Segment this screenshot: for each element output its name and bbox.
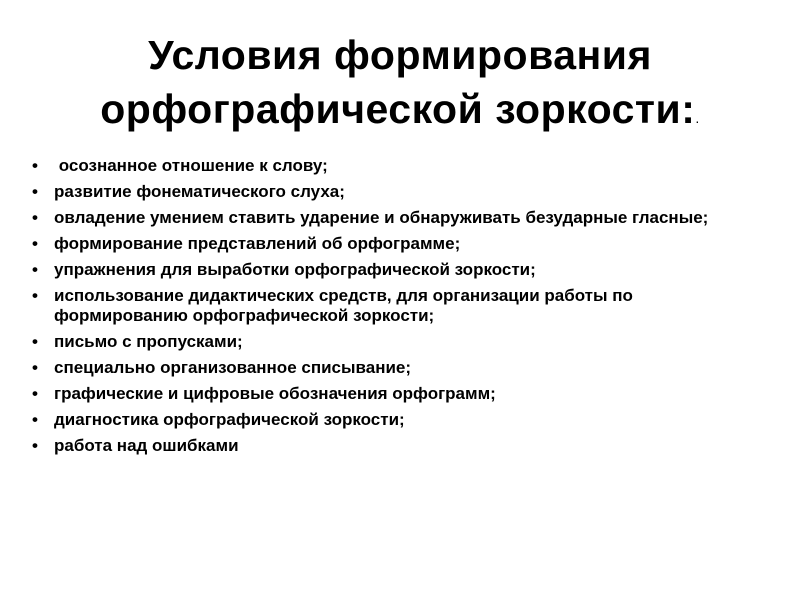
bullet-item (30, 410, 750, 430)
bullet-text: работа над ошибками (54, 436, 239, 455)
bullet-item (30, 384, 750, 404)
title-line-2-text: орфографической зоркости: (100, 86, 696, 132)
bullet-item (30, 156, 750, 176)
slide-title (0, 28, 800, 145)
bullet-item (30, 182, 750, 202)
bullet-icon: • (32, 358, 38, 377)
bullet-icon: • (32, 410, 38, 429)
bullet-text: письмо с пропусками; (54, 332, 243, 351)
bullet-text: овладение умением ставить ударение и обнаруживать безударные гласные; (54, 208, 709, 227)
bullet-icon: • (32, 436, 38, 455)
bullet-text: диагностика орфографической зоркости; (54, 410, 405, 429)
bullet-text: специально организованное списывание; (54, 358, 412, 377)
bullet-text: формирование представлений об орфограмме; (54, 234, 461, 253)
title-line-2 (0, 82, 800, 145)
bullet-text: упражнения для выработки орфографической зоркости; (54, 260, 536, 279)
bullet-icon: • (32, 234, 38, 253)
title-line-1: Условия формирования (148, 32, 652, 78)
bullet-icon: • (32, 286, 38, 305)
bullet-icon: • (32, 182, 38, 201)
title-trailing-dot: . (695, 110, 700, 126)
bullet-item (30, 332, 750, 352)
bullet-item (30, 260, 750, 280)
bullet-item (30, 234, 750, 254)
bullet-text: графические и цифровые обозначения орфограмм; (54, 384, 496, 403)
bullet-icon: • (32, 260, 38, 279)
bullet-text: развитие фонематического слуха; (54, 182, 345, 201)
bullet-item (30, 436, 750, 456)
bullet-text: осознанное отношение к слову; (54, 156, 328, 175)
bullet-icon: • (32, 208, 38, 227)
bullet-item (30, 208, 750, 228)
bullet-icon: • (32, 156, 38, 175)
bullet-item (30, 286, 750, 326)
bullet-text: использование дидактических средств, для организации работы по формированию орфографической зоркости; (54, 286, 638, 325)
bullet-icon: • (32, 384, 38, 403)
bullet-list (30, 156, 750, 462)
bullet-item (30, 358, 750, 378)
bullet-icon: • (32, 332, 38, 351)
